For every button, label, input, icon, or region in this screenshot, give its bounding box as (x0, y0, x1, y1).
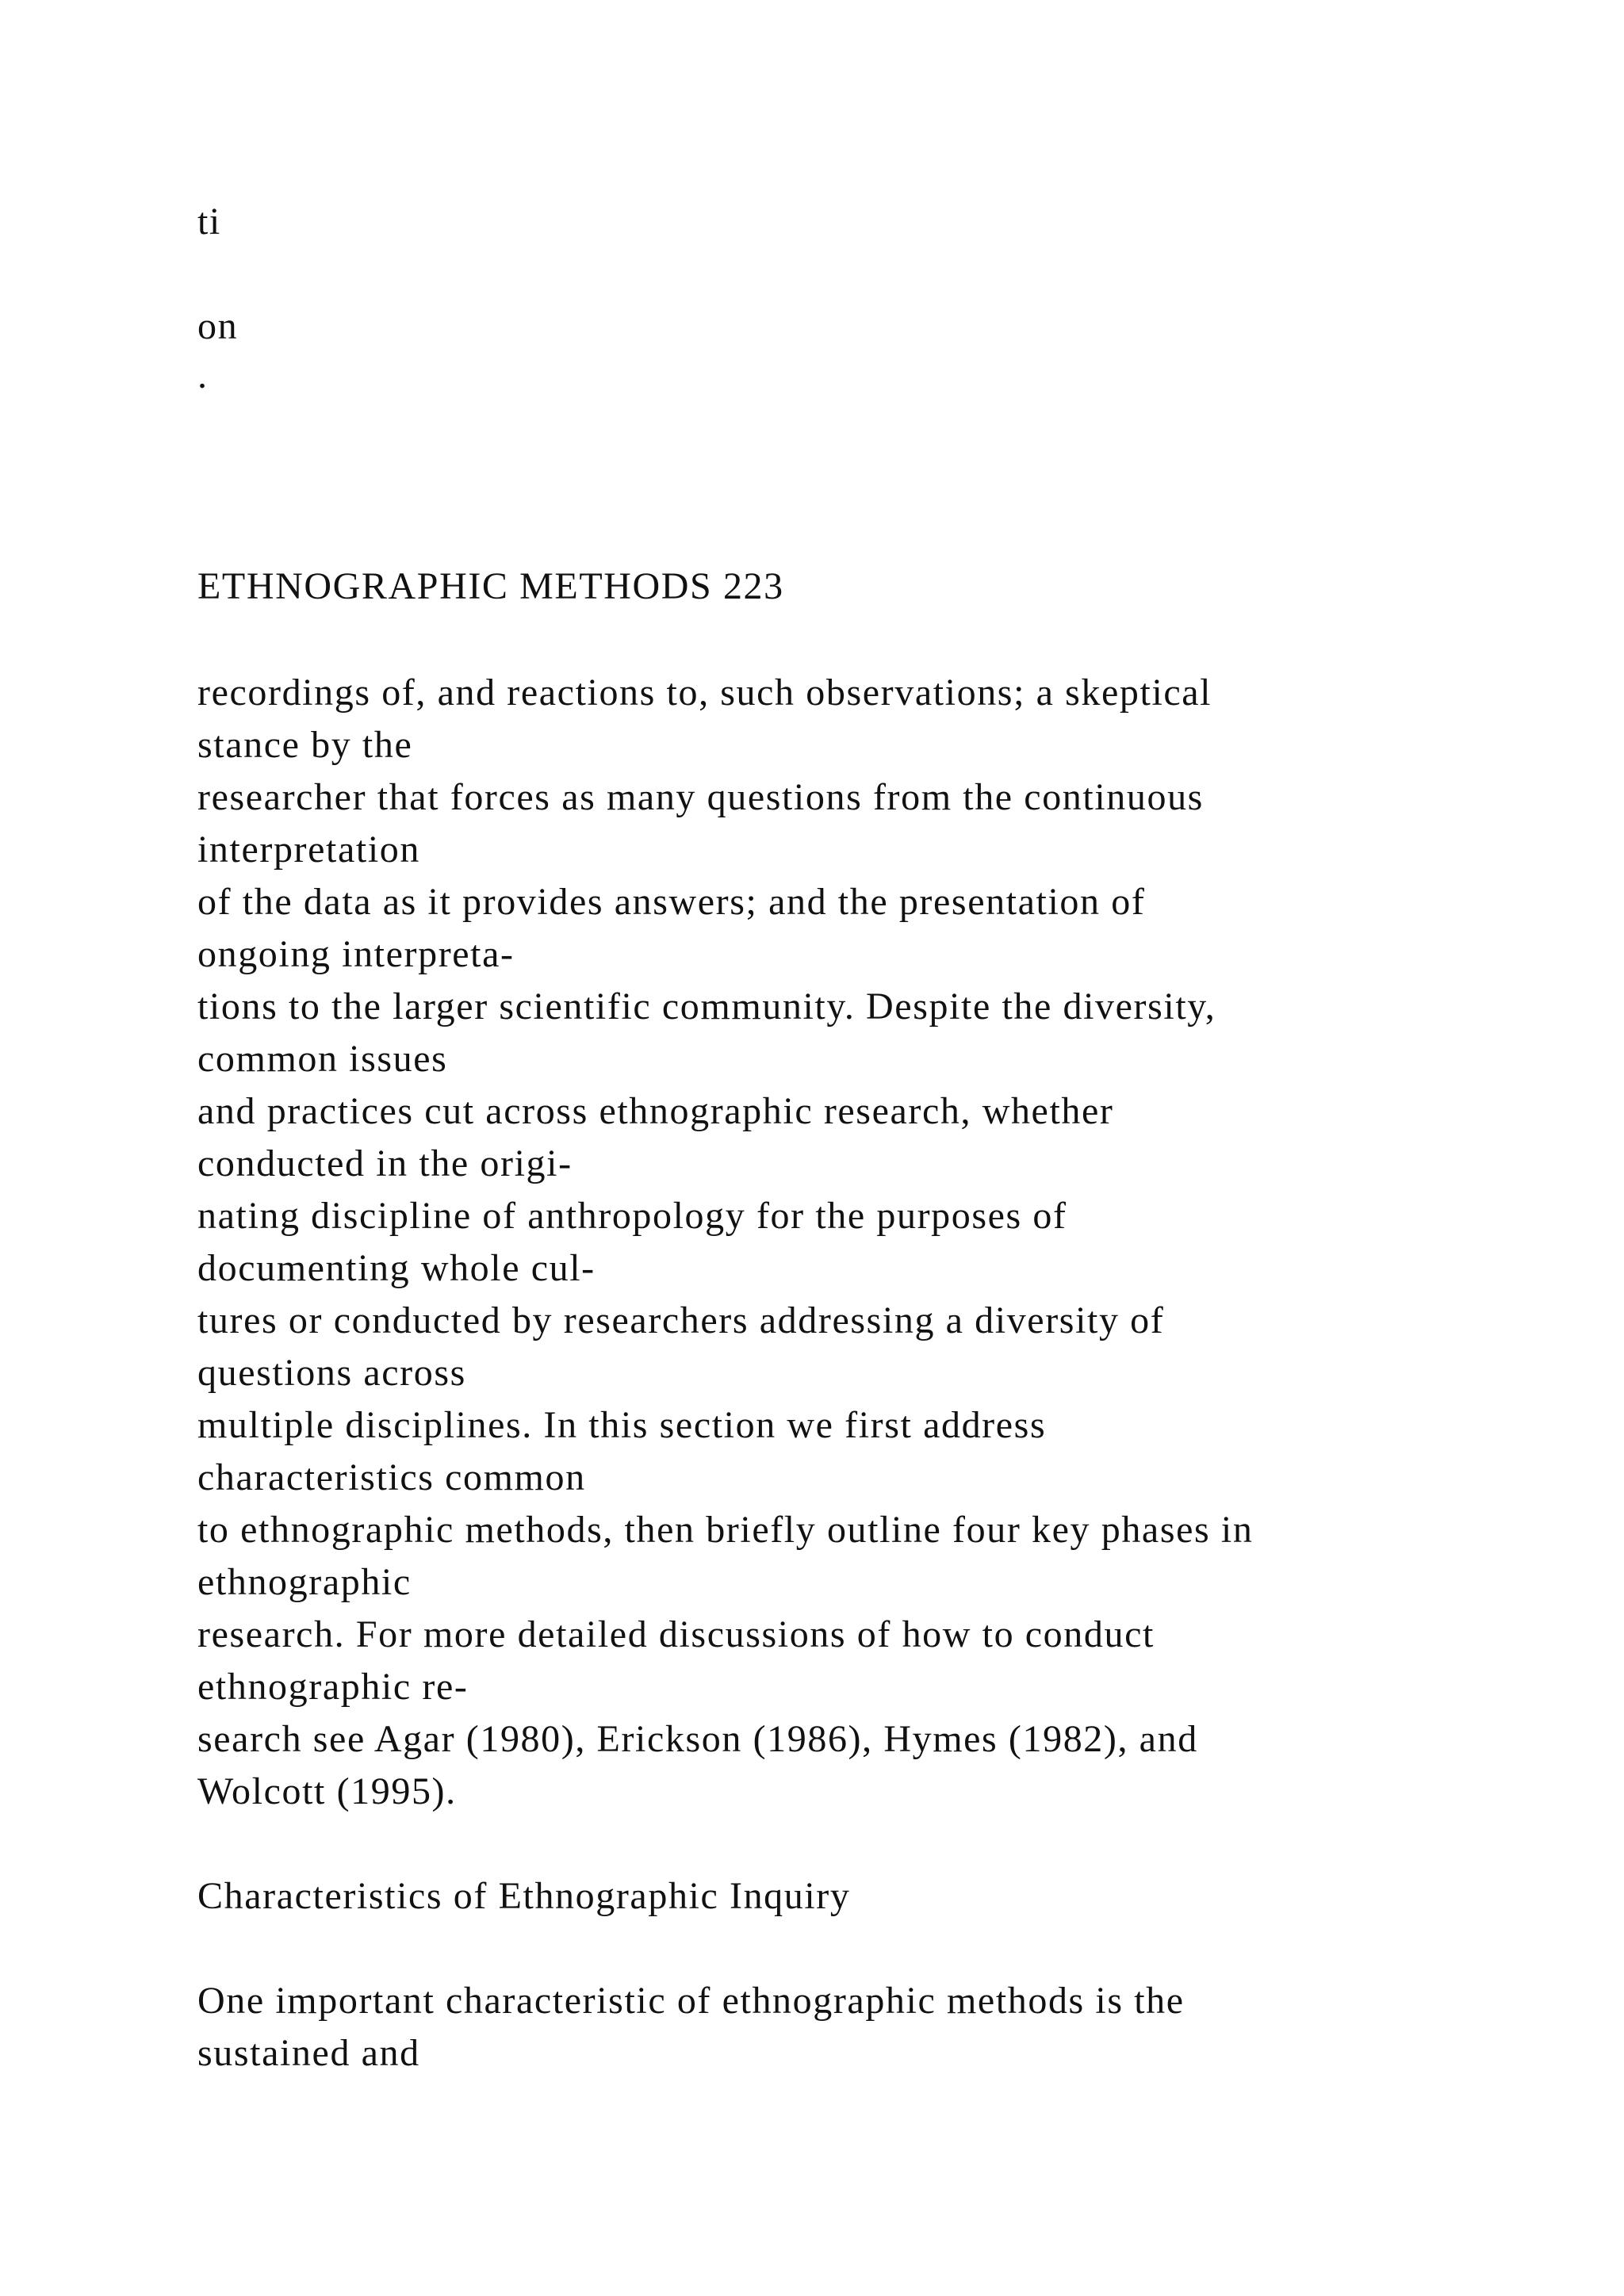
body-line: common issues (197, 1038, 448, 1080)
body-line: researcher that forces as many questions from the continuous (197, 776, 1204, 818)
body-line: and practices cut across ethnographic research, whether (197, 1090, 1114, 1132)
body-line: ongoing interpreta- (197, 933, 515, 975)
body-line: of the data as it provides answers; and the presentation of (197, 881, 1146, 923)
body-line: multiple disciplines. In this section we first address (197, 1404, 1047, 1446)
body-line: stance by the (197, 724, 413, 766)
body-line: ethnographic (197, 1561, 412, 1603)
body-line: Wolcott (1995). (197, 1770, 457, 1812)
body-line: tions to the larger scientific community. Despite the diversity, (197, 985, 1216, 1027)
body-line: recordings of, and reactions to, such observations; a skeptical (197, 672, 1212, 714)
page-heading: ETHNOGRAPHIC METHODS 223 (197, 565, 784, 607)
body-line: tures or conducted by researchers addressing a diversity of (197, 1299, 1165, 1341)
body-line: One important characteristic of ethnographic methods is the (197, 1980, 1185, 2022)
body-line: conducted in the origi- (197, 1142, 573, 1184)
body-line: search see Agar (1980), Erickson (1986), Hymes (1982), and (197, 1718, 1198, 1760)
body-line: interpretation (197, 828, 420, 871)
body-line: ethnographic re- (197, 1666, 469, 1708)
fragment-line: on (197, 305, 239, 347)
fragment-line: . (197, 354, 209, 396)
body-line: questions across (197, 1352, 466, 1394)
section-title: Characteristics of Ethnographic Inquiry (197, 1875, 851, 1917)
body-line: characteristics common (197, 1456, 586, 1498)
body-line: to ethnographic methods, then briefly outline four key phases in (197, 1509, 1254, 1551)
body-line: documenting whole cul- (197, 1247, 596, 1289)
body-line: nating discipline of anthropology for the purposes of (197, 1195, 1067, 1237)
fragment-line: ti (197, 201, 221, 243)
body-line: research. For more detailed discussions of how to conduct (197, 1613, 1155, 1655)
body-line: sustained and (197, 2032, 420, 2074)
